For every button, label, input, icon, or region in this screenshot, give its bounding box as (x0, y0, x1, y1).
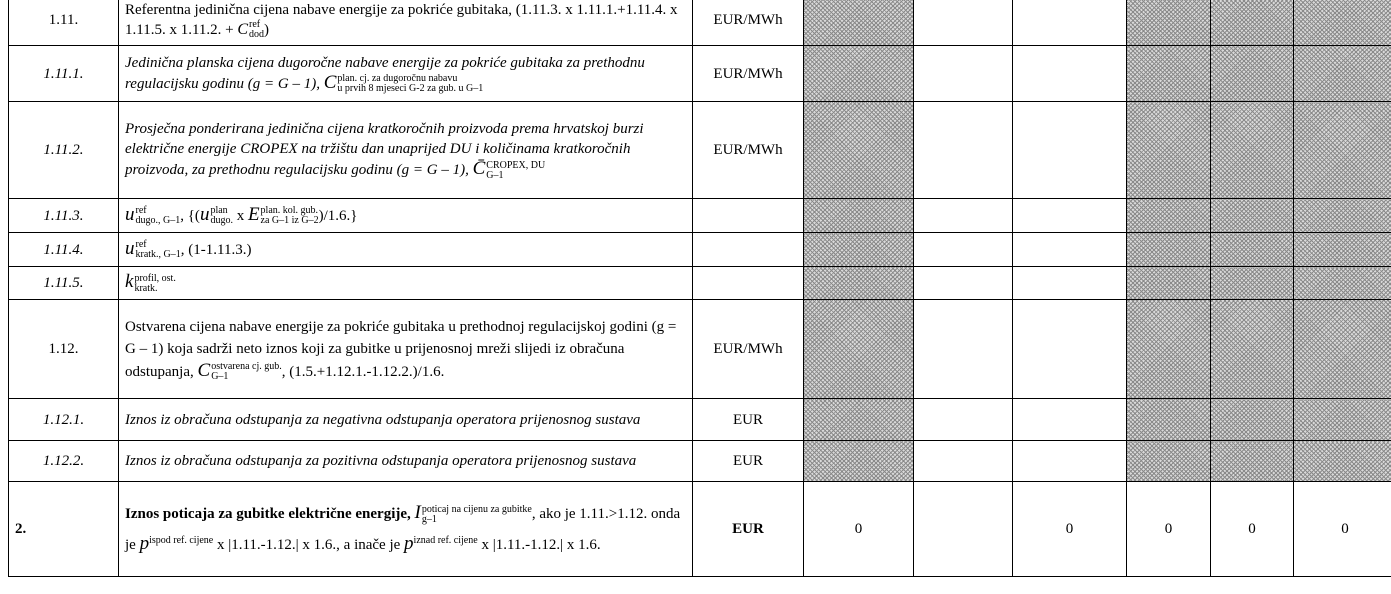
empty-cell (1013, 102, 1127, 199)
row-description: Prosječna ponderirana jedinična cijena kratkoročnih proizvoda prema hrvatskoj burzi električne energije CROPEX na tržištu dan unaprijed DU i količinama kratkoročnih proizvoda, za prethodnu regulacijsku godinu (g = G – 1), C̄ CROPEX, DU G–1 (119, 102, 693, 199)
table-row-1-12 (9, 300, 1391, 399)
table-row-1-11-3 (9, 199, 1391, 233)
hatched-cell (1294, 199, 1391, 233)
hatched-cell (1294, 399, 1391, 441)
hatched-cell (1211, 102, 1294, 199)
table-row-1-12-1 (9, 399, 1391, 441)
row-number: 1.12.1. (9, 399, 119, 441)
table-row-1-12-2 (9, 441, 1391, 482)
table-row-1-11 (9, 0, 1391, 46)
empty-cell (914, 399, 1013, 441)
value-cell: 0 (1013, 482, 1127, 577)
hatched-cell (1294, 46, 1391, 102)
hatched-cell (1294, 267, 1391, 300)
hatched-cell (1127, 199, 1211, 233)
empty-cell (914, 199, 1013, 233)
hatched-cell (1211, 441, 1294, 482)
hatched-cell (1294, 102, 1391, 199)
value-cell: 0 (1211, 482, 1294, 577)
hatched-cell (804, 300, 914, 399)
hatched-cell (1127, 0, 1211, 46)
row-number: 1.11.3. (9, 199, 119, 233)
row-unit: EUR/MWh (693, 300, 804, 399)
empty-cell (914, 0, 1013, 46)
row-description: Iznos iz obračuna odstupanja za pozitivna odstupanja operatora prijenosnog sustava (119, 441, 693, 482)
hatched-cell (1211, 46, 1294, 102)
hatched-cell (1127, 300, 1211, 399)
row-description: Iznos iz obračuna odstupanja za negativna odstupanja operatora prijenosnog sustava (119, 399, 693, 441)
empty-cell (1013, 233, 1127, 267)
empty-cell (914, 441, 1013, 482)
hatched-cell (804, 233, 914, 267)
hatched-cell (804, 199, 914, 233)
table-row-1-11-2 (9, 102, 1391, 199)
empty-cell (914, 102, 1013, 199)
empty-cell (914, 46, 1013, 102)
value-cell (914, 482, 1013, 577)
row-description: u ref kratk., G–1 , (1-1.11.3.) (119, 233, 693, 267)
table-row-2 (9, 482, 1391, 577)
value-cell: 0 (804, 482, 914, 577)
row-description: k profil, ost. kratk. (119, 267, 693, 300)
hatched-cell (804, 102, 914, 199)
empty-cell (1013, 300, 1127, 399)
row-number: 1.12. (9, 300, 119, 399)
empty-cell (1013, 441, 1127, 482)
table-row-1-11-1 (9, 46, 1391, 102)
row-unit: EUR (693, 441, 804, 482)
value-cell: 0 (1127, 482, 1211, 577)
hatched-cell (1127, 233, 1211, 267)
row-description: Iznos poticaja za gubitke električne energije, I poticaj na cijenu za gubitke g–1 , ako je 1.11.>1.12. onda je $p^{ispod ref. cijene}$ x |1.11.-1.12.| x 1.6., a inače je $p^{iznad ref. cijene}$ x |1.11.-1.12.| x 1.6. (119, 482, 693, 577)
row-number: 2. (9, 482, 119, 577)
hatched-cell (1211, 399, 1294, 441)
row-unit: EUR/MWh (693, 46, 804, 102)
table-row-1-11-4 (9, 233, 1391, 267)
hatched-cell (1211, 267, 1294, 300)
hatched-cell (804, 441, 914, 482)
row-number: 1.11.1. (9, 46, 119, 102)
row-number: 1.11.2. (9, 102, 119, 199)
row-description: u ref dugo., G–1 , {(u plan dugo. x E plan. kol. gub. za G–1 iz G–2 )/1.6.} (119, 199, 693, 233)
row-description: Referentna jedinična cijena nabave energije za pokriće gubitaka, (1.11.3. x 1.11.1.+1.11.4. x 1.11.5. x 1.11.2. + C ref dod ) (119, 0, 693, 46)
hatched-cell (1294, 441, 1391, 482)
hatched-cell (1127, 102, 1211, 199)
row-unit: EUR (693, 399, 804, 441)
row-number: 1.11.5. (9, 267, 119, 300)
row-description: Ostvarena cijena nabave energije za pokriće gubitaka u prethodnoj regulacijskoj godini (g = G – 1) koja sadrži neto iznos koji za gubitke u prijenosnoj mreži slijedi iz obračuna odstupanja, C ostvarena cj. gub. G–1 , (1.5.+1.12.1.-1.12.2.)/1.6. (119, 300, 693, 399)
row-unit (693, 267, 804, 300)
empty-cell (1013, 46, 1127, 102)
row-unit: EUR/MWh (693, 102, 804, 199)
row-description: Jedinična planska cijena dugoročne nabave energije za pokriće gubitaka za prethodnu regulacijsku godinu (g = G – 1), C plan. cj. za dugoročnu nabavu u prvih 8 mjeseci G-2 za gub. u G–1 (119, 46, 693, 102)
hatched-cell (804, 267, 914, 300)
empty-cell (914, 267, 1013, 300)
hatched-cell (1127, 46, 1211, 102)
row-number: 1.12.2. (9, 441, 119, 482)
hatched-cell (1127, 267, 1211, 300)
hatched-cell (804, 0, 914, 46)
value-cell: 0 (1294, 482, 1391, 577)
hatched-cell (1294, 233, 1391, 267)
hatched-cell (804, 399, 914, 441)
row-number: 1.11. (9, 0, 119, 46)
row-unit: EUR (693, 482, 804, 577)
row-unit: EUR/MWh (693, 0, 804, 46)
table-row-1-11-5 (9, 267, 1391, 300)
hatched-cell (1294, 0, 1391, 46)
hatched-cell (1211, 233, 1294, 267)
hatched-cell (1211, 300, 1294, 399)
calculation-table (8, 0, 1391, 577)
empty-cell (1013, 267, 1127, 300)
empty-cell (1013, 0, 1127, 46)
hatched-cell (1211, 199, 1294, 233)
row-unit (693, 233, 804, 267)
hatched-cell (1294, 300, 1391, 399)
hatched-cell (804, 46, 914, 102)
row-number: 1.11.4. (9, 233, 119, 267)
empty-cell (1013, 199, 1127, 233)
row-unit (693, 199, 804, 233)
hatched-cell (1127, 399, 1211, 441)
hatched-cell (1127, 441, 1211, 482)
empty-cell (914, 233, 1013, 267)
hatched-cell (1211, 0, 1294, 46)
empty-cell (914, 300, 1013, 399)
empty-cell (1013, 399, 1127, 441)
